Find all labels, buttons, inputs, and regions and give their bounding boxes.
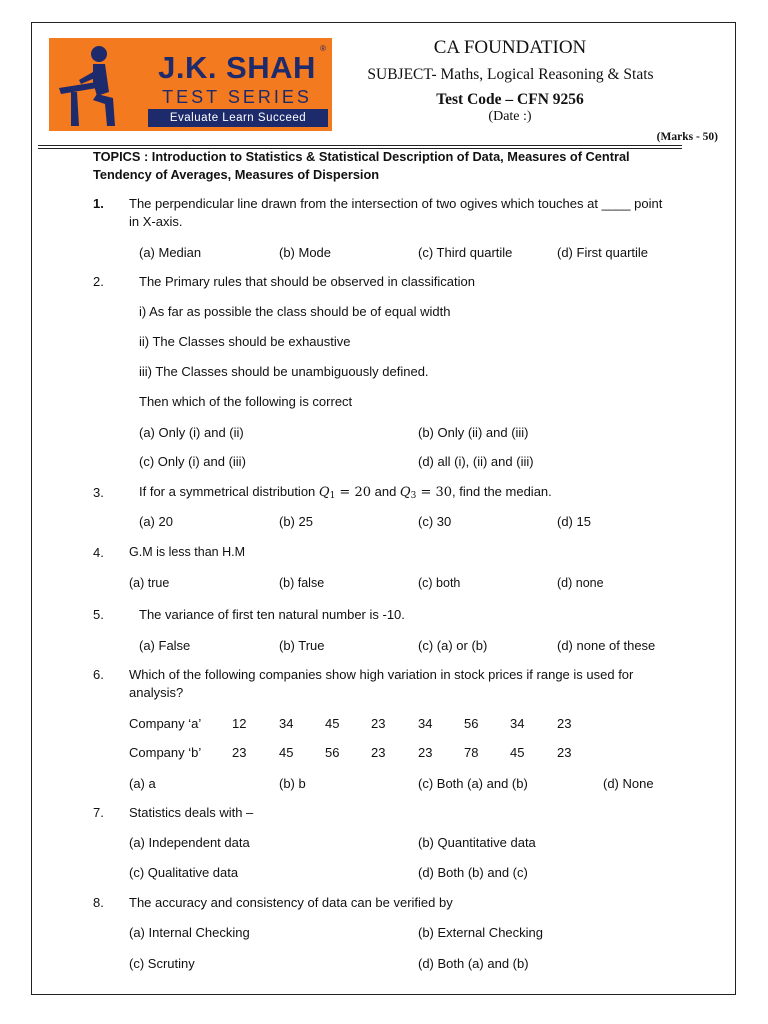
option: (d) Both (b) and (c) xyxy=(418,865,528,880)
question-text: The accuracy and consistency of data can be verified by xyxy=(129,895,453,910)
table-cell: 45 xyxy=(510,745,525,760)
question-number: 1. xyxy=(93,196,104,211)
q1-symbol: $Q_1$ xyxy=(318,485,336,501)
option: (d) all (i), (ii) and (iii) xyxy=(418,454,534,469)
logo-tagline: Evaluate Learn Succeed xyxy=(148,109,328,127)
option: (a) 20 xyxy=(139,514,173,529)
option: (b) Quantitative data xyxy=(418,835,536,850)
option: (c) Third quartile xyxy=(418,245,513,260)
option: (a) False xyxy=(139,638,191,653)
option: (c) Only (i) and (iii) xyxy=(139,454,246,469)
option: (d) None xyxy=(603,776,654,791)
table-cell: 34 xyxy=(279,716,294,731)
company-b-label: Company ‘b’ xyxy=(129,745,202,760)
option: (c) Scrutiny xyxy=(129,956,195,971)
table-cell: 12 xyxy=(232,716,247,731)
statement: iii) The Classes should be unambiguously defined. xyxy=(139,364,429,379)
option: (c) (a) or (b) xyxy=(418,638,488,653)
table-cell: 23 xyxy=(371,716,386,731)
question-number: 8. xyxy=(93,895,104,910)
option: (d) 15 xyxy=(557,514,591,529)
q3-symbol: $Q_3$ xyxy=(399,485,417,501)
exam-title: CA FOUNDATION xyxy=(433,37,587,58)
option: (c) Both (a) and (b) xyxy=(418,776,528,791)
question-number: 7. xyxy=(93,805,104,820)
table-cell: 45 xyxy=(279,745,294,760)
question-number: 4. xyxy=(93,545,104,560)
option: (b) True xyxy=(279,638,325,653)
logo-text-panel xyxy=(142,38,332,131)
table-cell: 23 xyxy=(371,745,386,760)
question-text: The perpendicular line drawn from the intersection of two ogives which touches at ____ point in X-axis. xyxy=(129,196,663,229)
table-cell: 56 xyxy=(464,716,479,731)
option: (a) Median xyxy=(139,245,202,260)
statement: ii) The Classes should be exhaustive xyxy=(139,334,351,349)
option: (b) External Checking xyxy=(418,925,543,940)
question-text: G.M is less than H.M xyxy=(129,545,245,559)
option: (b) 25 xyxy=(279,514,313,529)
question-number: 6. xyxy=(93,667,104,682)
logo-registered-mark: ® xyxy=(320,44,326,53)
table-cell: 23 xyxy=(232,745,247,760)
table-cell: 34 xyxy=(418,716,433,731)
question-text: Statistics deals with – xyxy=(129,805,254,820)
table-cell: 78 xyxy=(464,745,479,760)
question-number: 3. xyxy=(93,485,104,500)
table-cell: 23 xyxy=(418,745,433,760)
question-text: The Primary rules that should be observed in classification xyxy=(139,274,475,289)
question-text: If for a symmetrical distribution $Q_1 = 20$ and $Q_3 = 30$, find the median. xyxy=(139,484,552,501)
question-number: 5. xyxy=(93,607,104,622)
option: (d) none xyxy=(557,576,604,590)
option: (a) Only (i) and (ii) xyxy=(139,425,244,440)
option: (c) both xyxy=(418,576,461,590)
table-cell: 45 xyxy=(325,716,340,731)
company-a-label: Company ‘a’ xyxy=(129,716,202,731)
table-cell: 56 xyxy=(325,745,340,760)
jk-shah-logo xyxy=(49,38,332,131)
option: (a) true xyxy=(129,576,170,590)
table-cell: 23 xyxy=(557,716,572,731)
option: (b) b xyxy=(279,776,306,791)
topics-heading: TOPICS : Introduction to Statistics & Statistical Description of Data, Measures of Central Tendency of Averages, Measures of Dispersion xyxy=(93,149,630,182)
statement: i) As far as possible the class should be of equal width xyxy=(139,304,451,319)
test-code: Test Code – CFN 9256 xyxy=(436,91,584,108)
option: (d) First quartile xyxy=(557,245,649,260)
option: (a) a xyxy=(129,776,156,791)
exam-date: (Date :) xyxy=(488,109,532,124)
exam-subject: SUBJECT- Maths, Logical Reasoning & Stats xyxy=(367,66,654,83)
option: (b) Mode xyxy=(279,245,332,260)
logo-brand: J.K. SHAH xyxy=(158,50,316,85)
option: (b) false xyxy=(279,576,325,590)
option: (c) 30 xyxy=(418,514,452,529)
total-marks: (Marks - 50) xyxy=(656,131,718,143)
statement: Then which of the following is correct xyxy=(139,394,353,409)
table-cell: 23 xyxy=(557,745,572,760)
logo-series: TEST SERIES xyxy=(162,87,312,107)
option: (a) Internal Checking xyxy=(129,925,250,940)
student-reading-icon xyxy=(53,42,133,128)
option: (d) Both (a) and (b) xyxy=(418,956,529,971)
option: (d) none of these xyxy=(557,638,656,653)
question-text: The variance of first ten natural number is -10. xyxy=(139,607,405,622)
table-cell: 34 xyxy=(510,716,525,731)
option: (b) Only (ii) and (iii) xyxy=(418,425,529,440)
header-rule-top xyxy=(38,145,682,146)
question-text: Which of the following companies show high variation in stock prices if range is used for analysis? xyxy=(129,667,634,700)
question-number: 2. xyxy=(93,274,104,289)
option: (a) Independent data xyxy=(129,835,250,850)
option: (c) Qualitative data xyxy=(129,865,239,880)
